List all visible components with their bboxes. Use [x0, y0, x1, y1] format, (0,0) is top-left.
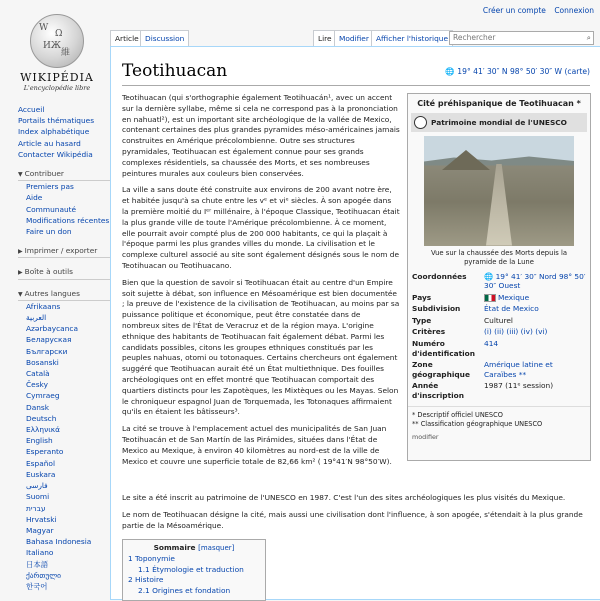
sidebar-item-aide[interactable]: Aide [26, 193, 43, 203]
language-link[interactable]: العربية [26, 313, 47, 323]
logo-tagline: L'encyclopédie libre [23, 84, 91, 92]
language-link[interactable]: עברית [26, 503, 46, 513]
sidebar-item-hasard[interactable]: Article au hasard [18, 138, 81, 148]
search-input[interactable] [449, 31, 594, 45]
language-link[interactable]: Afrikaans [26, 301, 61, 311]
infobox-unesco-banner: Patrimoine mondial de l'UNESCO [411, 113, 587, 132]
collapse-triangle-icon: ▼ [18, 290, 23, 298]
infobox-row: Type Culturel [408, 315, 590, 327]
article-body [122, 93, 400, 473]
language-link[interactable]: Català [26, 369, 50, 379]
coordinates-link[interactable]: 🌐 19° 41′ 30″ Nord 98° 50′ 30″ Ouest [484, 271, 586, 291]
infobox [407, 93, 591, 461]
search-icon[interactable]: ⌕ [586, 33, 591, 42]
language-link[interactable]: Suomi [26, 492, 50, 502]
infobox-photo[interactable] [424, 136, 574, 246]
article-content [110, 46, 600, 600]
infobox-row: Coordonnées 🌐 19° 41′ 30″ Nord 98° 50′ 30″ Ouest [412, 271, 586, 291]
infobox-title: Cité préhispanique de Teotihuacan * [417, 99, 581, 108]
toc-hide-link[interactable]: [masquer] [198, 544, 235, 552]
subdivision-link[interactable]: État de Mexico [484, 304, 539, 314]
language-link[interactable]: فارسی [26, 481, 48, 491]
tab-article[interactable]: Article [110, 30, 144, 46]
paragraph-influence: Bien que la question de savoir si Teotihuacan était au centre d'un Empire soit sujette à débat, son influence en Mésoamérique est bien documentée ; la preuve de l'existence de la civilisation de Teotihuacan, au moins par sa puissance politique et économique, peut être constatée dans de nombreux sites de l'État de Veracruz et de la région maya. L'origine ethnique des habitants de Teotihuacan fait également débat. Parmi les candidats possibles, citons les groupes ethniques constitués par les peuples nahuas, otomi ou totonaques. Certains chercheurs ont également suggéré que Teotihuacan aurait été un État multiethnique. Des fouilles archéologiques ont en effet montré que Teotihuacan comportait des quartiers distincts pour les Zapotèques, les Mixtèques ou les Mayas. Selon le chroniqueur espagnol Juan de Torquemada, les Totonaques affirmaient qu'ils en étaient les bâtisseurs³. [122, 277, 400, 417]
paragraph-unesco: Le site a été inscrit au patrimoine de l'UNESCO en 1987. C'est l'un des sites archéologiques les plus visités du Mexique. [122, 493, 566, 502]
expand-triangle-icon: ▶ [18, 248, 23, 256]
personal-tools [477, 6, 594, 15]
article-body-wide [122, 493, 600, 537]
languages-heading[interactable]: ▼ Autres langues [18, 288, 114, 301]
language-list [18, 301, 114, 592]
globe-icon: 🌐 [445, 67, 458, 76]
language-link[interactable]: Bosanski [26, 357, 59, 367]
language-link[interactable]: Bahasa Indonesia [26, 537, 92, 547]
language-link[interactable]: Esperanto [26, 447, 64, 457]
title-divider [122, 85, 590, 86]
inscription-year: 1987 (11ᵉ session) [484, 381, 554, 391]
language-link[interactable]: Euskara [26, 469, 56, 479]
toc-item[interactable]: 1 Toponymie [128, 553, 175, 563]
sidebar [18, 104, 114, 592]
sidebar-item-accueil[interactable]: Accueil [18, 105, 45, 114]
puzzle-globe-icon: W Ω ИЖ 維 [30, 14, 84, 68]
language-link[interactable]: Hrvatski [26, 514, 57, 524]
table-of-contents [122, 539, 266, 601]
language-link[interactable]: Česky [26, 380, 48, 390]
language-link[interactable]: Azərbaycanca [26, 324, 78, 334]
paragraph-intro: Teotihuacan (qui s'orthographie également Teotihuacán¹, avec un accent sur la dernière syllabe, même si cela ne correspond pas à la prononciation en nahuatl²), est un important site archéologique de la vallée de Mexico, contenant certaines des plus grandes pyramides méso-américaines jamais construites en Amérique précolombienne. Outre ses structures pyramidales, Teotihuacan est également connue pour ses grands complexes résidentiels, sa chaussée des Morts, et ses nombreuses peintures murales aux couleurs bien conservées. [122, 93, 400, 178]
contribute-heading[interactable]: ▼ Contribuer [18, 168, 114, 181]
infobox-row: Année d'inscription 1987 (11ᵉ session) [408, 380, 590, 401]
infobox-caption: Vue sur la chaussée des Morts depuis la pyramide de la Lune [430, 248, 568, 266]
sidebar-item-contact[interactable]: Contacter Wikipédia [18, 149, 93, 159]
infobox-row: Pays Mexique [408, 292, 590, 304]
paragraph-name: Le nom de Teotihuacan désigne la cité, mais aussi une civilisation dont l'influence, à son apogée, s'étendait à la plus grande partie de la Mésoamérique. [122, 509, 583, 530]
infobox-notes [408, 406, 590, 431]
language-link[interactable]: Español [26, 458, 55, 468]
id-number-link[interactable]: 414 [484, 339, 499, 349]
sidebar-item-portails[interactable]: Portails thématiques [18, 116, 95, 126]
paragraph-history: La ville a sans doute été construite aux environs de 200 avant notre ère, et habitée jusqu'à sa chute entre les vᵉ et viᵉ siècles. À son apogée dans la première moitié du Iᵉʳ millénaire, à l'époque Classique, Teotihuacan était la plus grande ville de toute l'Amérique précolombienne. À ce moment, elle pourrait avoir compté plus de 200 000 habitants, ce qui la plaçait à l'époque parmi les plus grandes villes du monde. La civilisation et le complexe culturel associé au site sont également désignés sous le nom de Teotihuacan ou Teotihuacano. [122, 185, 400, 270]
collapse-triangle-icon: ▼ [18, 171, 23, 179]
logo-wordmark: WIKIPÉDIA [20, 71, 94, 84]
tab-history[interactable]: Afficher l'historique [371, 30, 453, 46]
infobox-modify-link[interactable]: modifier [412, 432, 439, 441]
language-link[interactable]: Italiano [26, 548, 54, 558]
search-placeholder: Rechercher [453, 33, 496, 42]
language-link[interactable]: Cymraeg [26, 391, 60, 401]
language-link[interactable]: Dansk [26, 402, 50, 412]
language-link[interactable]: Беларуская [26, 335, 72, 345]
infobox-row: Subdivision État de Mexico [408, 303, 590, 315]
language-link[interactable]: 日本語 [26, 559, 49, 569]
infobox-row: Critères (i) (ii) (iii) (iv) (vi) [408, 326, 590, 338]
language-link[interactable]: Magyar [26, 525, 54, 535]
print-heading[interactable]: ▶ Imprimer / exporter [18, 245, 114, 258]
zone-link[interactable]: Amérique latine et Caraïbes ** [484, 360, 553, 379]
login-link[interactable]: Connexion [554, 6, 594, 15]
toc-item[interactable]: 2.1 Origines et fondation [138, 586, 231, 596]
paragraph-location: La cité se trouve à l'emplacement actuel des municipalités de San Juan Teotihuacán et de San Martín de las Pirámides, situées dans l'État de Mexico au Mexique, à environ 40 kilomètres au nord-est de la ville de Mexico et couvre une superficie totale de 82,66 km² ( 19°41′N 98°50′W). [122, 424, 392, 466]
language-link[interactable]: ქართული [26, 570, 61, 580]
criteria-links[interactable]: (i) (ii) (iii) (iv) (vi) [484, 327, 548, 337]
language-link[interactable]: English [26, 436, 53, 446]
sidebar-item-don[interactable]: Faire un don [26, 227, 72, 237]
tab-edit[interactable]: Modifier [334, 30, 374, 46]
tools-heading[interactable]: ▶ Boîte à outils [18, 266, 114, 279]
title-coordinates[interactable]: 🌐 19° 41′ 30″ N 98° 50′ 30″ W (carte) [445, 67, 590, 76]
note-classification[interactable]: ** Classification géographique UNESCO [412, 419, 543, 428]
expand-triangle-icon: ▶ [18, 269, 23, 277]
unesco-emblem-icon [414, 116, 427, 129]
country-link[interactable]: Mexique [484, 293, 586, 303]
toc-item[interactable]: 2 Histoire [128, 575, 164, 585]
globe-icon: 🌐 [484, 271, 496, 281]
sidebar-navigation [18, 104, 114, 160]
toc-item[interactable]: 1.1 Étymologie et traduction [138, 564, 244, 574]
sidebar-item-modifications[interactable]: Modifications récentes [26, 215, 110, 225]
sidebar-item-communaute[interactable]: Communauté [26, 204, 77, 214]
language-link[interactable]: Ελληνικά [26, 425, 60, 435]
language-link[interactable]: Български [26, 346, 68, 356]
language-link[interactable]: Deutsch [26, 413, 57, 423]
tab-discussion[interactable]: Discussion [140, 30, 189, 46]
note-descriptif[interactable]: * Descriptif officiel UNESCO [412, 410, 503, 419]
mexico-flag-icon [484, 294, 496, 302]
infobox-row: Numéro d'identification 414 [408, 338, 590, 359]
infobox-row: Zone géographique Amérique latine et Caraïbes ** [408, 359, 590, 380]
tab-read[interactable]: Lire [313, 30, 337, 46]
page-title: Teotihuacan [122, 61, 228, 81]
create-account-link[interactable]: Créer un compte [482, 6, 546, 15]
wikipedia-logo[interactable] [18, 14, 96, 92]
sidebar-item-premiers-pas[interactable]: Premiers pas [26, 182, 74, 192]
type-value: Culturel [484, 315, 513, 325]
language-link[interactable]: 한국어 [26, 581, 48, 591]
sidebar-item-index[interactable]: Index alphabétique [18, 127, 90, 137]
toc-title: Sommaire [masquer] [153, 543, 235, 552]
